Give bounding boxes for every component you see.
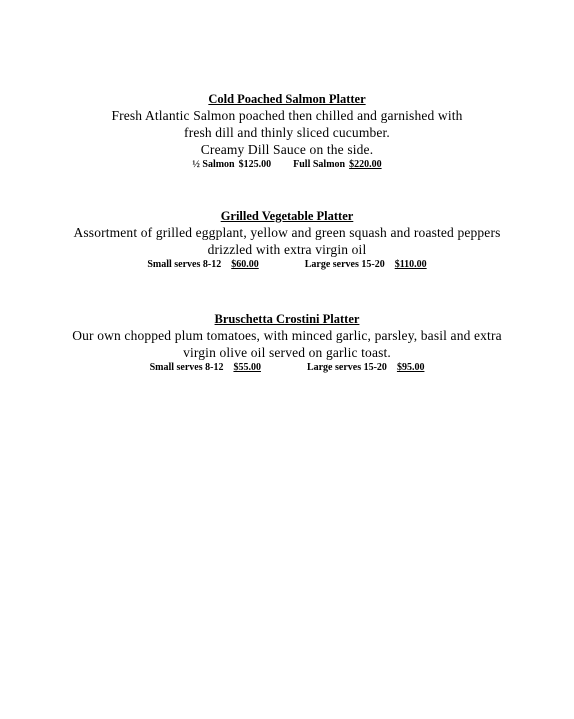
option-label: Small serves 8-12 xyxy=(149,362,224,373)
option-price: $220.00 xyxy=(349,159,382,170)
item-title: Bruschetta Crostini Platter xyxy=(214,312,360,326)
item-description-line: virgin olive oil served on garlic toast. xyxy=(183,345,391,360)
item-description-line: Fresh Atlantic Salmon poached then chilled and garnished with xyxy=(111,108,463,123)
item-prices xyxy=(0,158,574,172)
item-prices xyxy=(0,361,574,375)
option-price: $125.00 xyxy=(238,159,272,170)
option-price: $95.00 xyxy=(396,362,425,373)
option-price: $60.00 xyxy=(231,259,259,270)
item-title: Cold Poached Salmon Platter xyxy=(208,92,366,106)
option-label: Large serves 15-20 xyxy=(304,259,385,270)
item-description-line: Creamy Dill Sauce on the side. xyxy=(200,142,374,157)
option-price: $110.00 xyxy=(394,259,427,270)
option-label: ½ Salmon xyxy=(192,159,235,170)
option-label: Small serves 8-12 xyxy=(147,259,222,270)
item-prices xyxy=(0,258,574,272)
item-title: Grilled Vegetable Platter xyxy=(220,209,354,223)
item-description-line: Assortment of grilled eggplant, yellow and green squash and roasted peppers xyxy=(73,225,501,240)
menu-item-salmon-platter xyxy=(0,91,574,172)
option-label: Large serves 15-20 xyxy=(306,362,387,373)
item-description-line: drizzled with extra virgin oil xyxy=(207,242,367,257)
option-label: Full Salmon xyxy=(293,159,346,170)
item-description-line: fresh dill and thinly sliced cucumber. xyxy=(184,125,390,140)
option-price: $55.00 xyxy=(233,362,261,373)
item-description-line: Our own chopped plum tomatoes, with minced garlic, parsley, basil and extra xyxy=(72,328,502,343)
menu-item-grilled-vegetable-platter xyxy=(0,208,574,272)
menu-item-bruschetta-crostini-platter xyxy=(0,311,574,375)
